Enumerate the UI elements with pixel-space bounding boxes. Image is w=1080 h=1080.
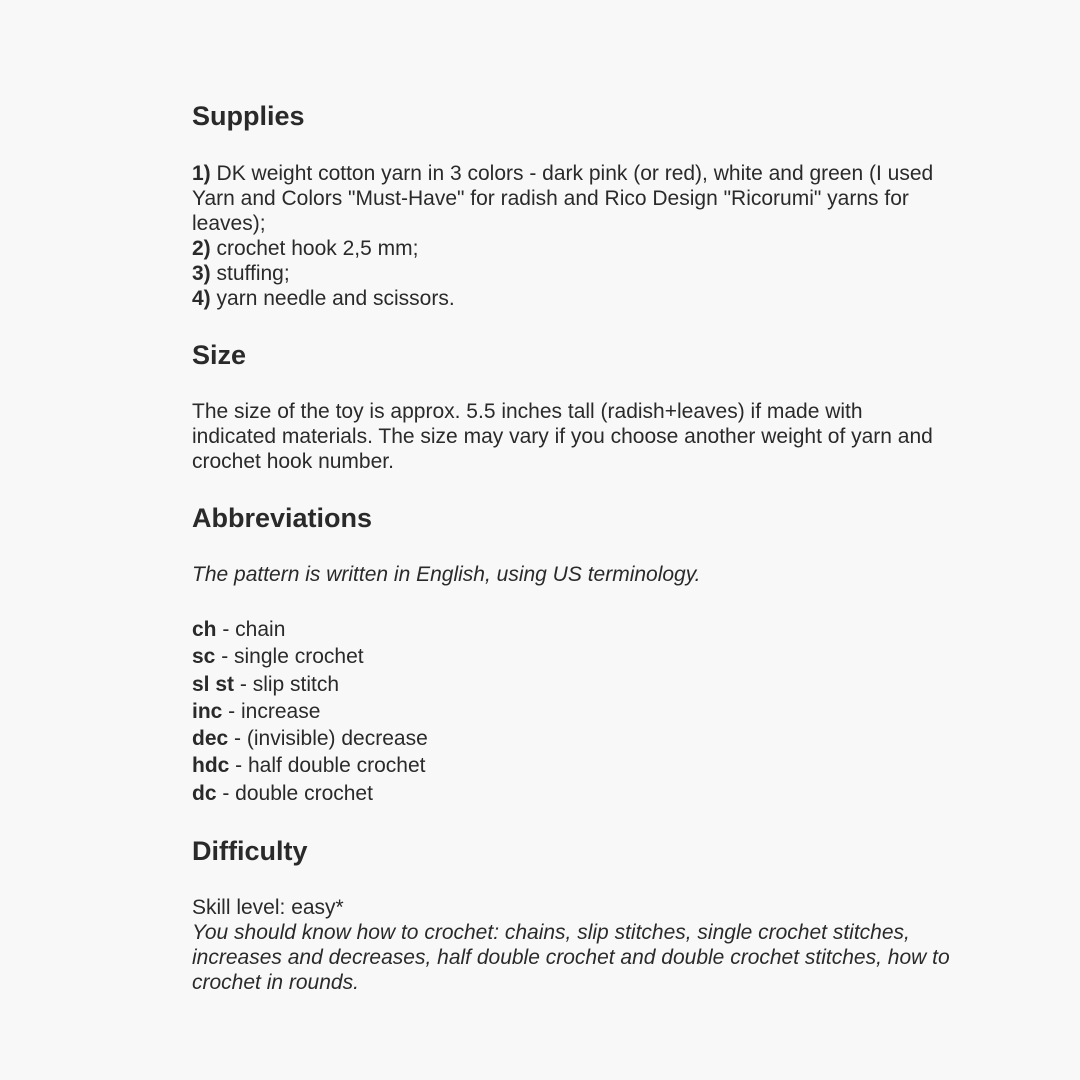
abbreviation-meaning: - (invisible) decrease (228, 727, 428, 751)
supplies-list (192, 161, 952, 311)
abbreviation-term: ch (192, 618, 217, 641)
supply-item-text: DK weight cotton yarn in 3 colors - dark pink (or red), white and green (I used Yarn and Colors "Must-Have" for radish and Rico Design "Ricorumi" yarns for leaves); (192, 162, 934, 235)
abbreviation-item (192, 725, 952, 752)
abbreviations-section (192, 498, 952, 807)
supply-item-number: 1) (192, 162, 211, 185)
difficulty-heading: Difficulty (192, 836, 308, 867)
supply-item-number: 2) (192, 237, 211, 260)
difficulty-section (192, 831, 952, 995)
abbreviation-meaning: - half double crochet (229, 754, 426, 778)
abbreviation-item (192, 671, 952, 698)
abbreviation-item (192, 643, 952, 670)
size-heading: Size (192, 340, 247, 370)
supply-item-text: stuffing; (210, 262, 290, 285)
supply-item (192, 236, 952, 261)
abbreviations-note: The pattern is written in English, using US terminology. (192, 563, 701, 586)
abbreviation-term: inc (192, 699, 223, 723)
abbreviation-term: dc (192, 781, 217, 805)
supply-item-number: 4) (192, 287, 211, 310)
abbreviation-term: dec (192, 727, 229, 751)
abbreviations-list (192, 616, 952, 807)
abbreviation-meaning: - chain (216, 618, 286, 641)
supply-item (192, 161, 952, 236)
abbreviation-meaning: - single crochet (215, 645, 364, 669)
supply-item-number: 3) (192, 262, 211, 285)
size-text: The size of the toy is approx. 5.5 inches tall (radish+leaves) if made with indicated materials. The size may vary if you choose another weight of yarn and crochet hook number. (192, 400, 933, 473)
document-page (192, 96, 952, 995)
abbreviation-item (192, 698, 952, 725)
skill-level: Skill level: easy* (192, 896, 344, 920)
supplies-section (192, 96, 952, 311)
abbreviation-item (192, 616, 952, 643)
supplies-heading: Supplies (192, 101, 305, 131)
abbreviation-term: sc (192, 645, 216, 669)
abbreviation-item (192, 752, 952, 779)
abbreviation-term: hdc (192, 754, 230, 778)
supply-item (192, 286, 952, 311)
abbreviations-heading: Abbreviations (192, 503, 373, 533)
abbreviation-meaning: - increase (222, 699, 321, 723)
abbreviation-item (192, 780, 952, 807)
supply-item-text: crochet hook 2,5 mm; (210, 237, 419, 260)
abbreviation-meaning: - double crochet (216, 781, 373, 805)
difficulty-note: You should know how to crochet: chains, slip stitches, single crochet stitches, increases and decreases, half double crochet and double crochet stitches, how to crochet in rounds. (192, 921, 950, 995)
supply-item-text: yarn needle and scissors. (210, 287, 455, 310)
abbreviation-meaning: - slip stitch (234, 672, 340, 696)
size-section (192, 335, 952, 474)
abbreviation-term: sl st (192, 672, 235, 696)
supply-item (192, 261, 952, 286)
